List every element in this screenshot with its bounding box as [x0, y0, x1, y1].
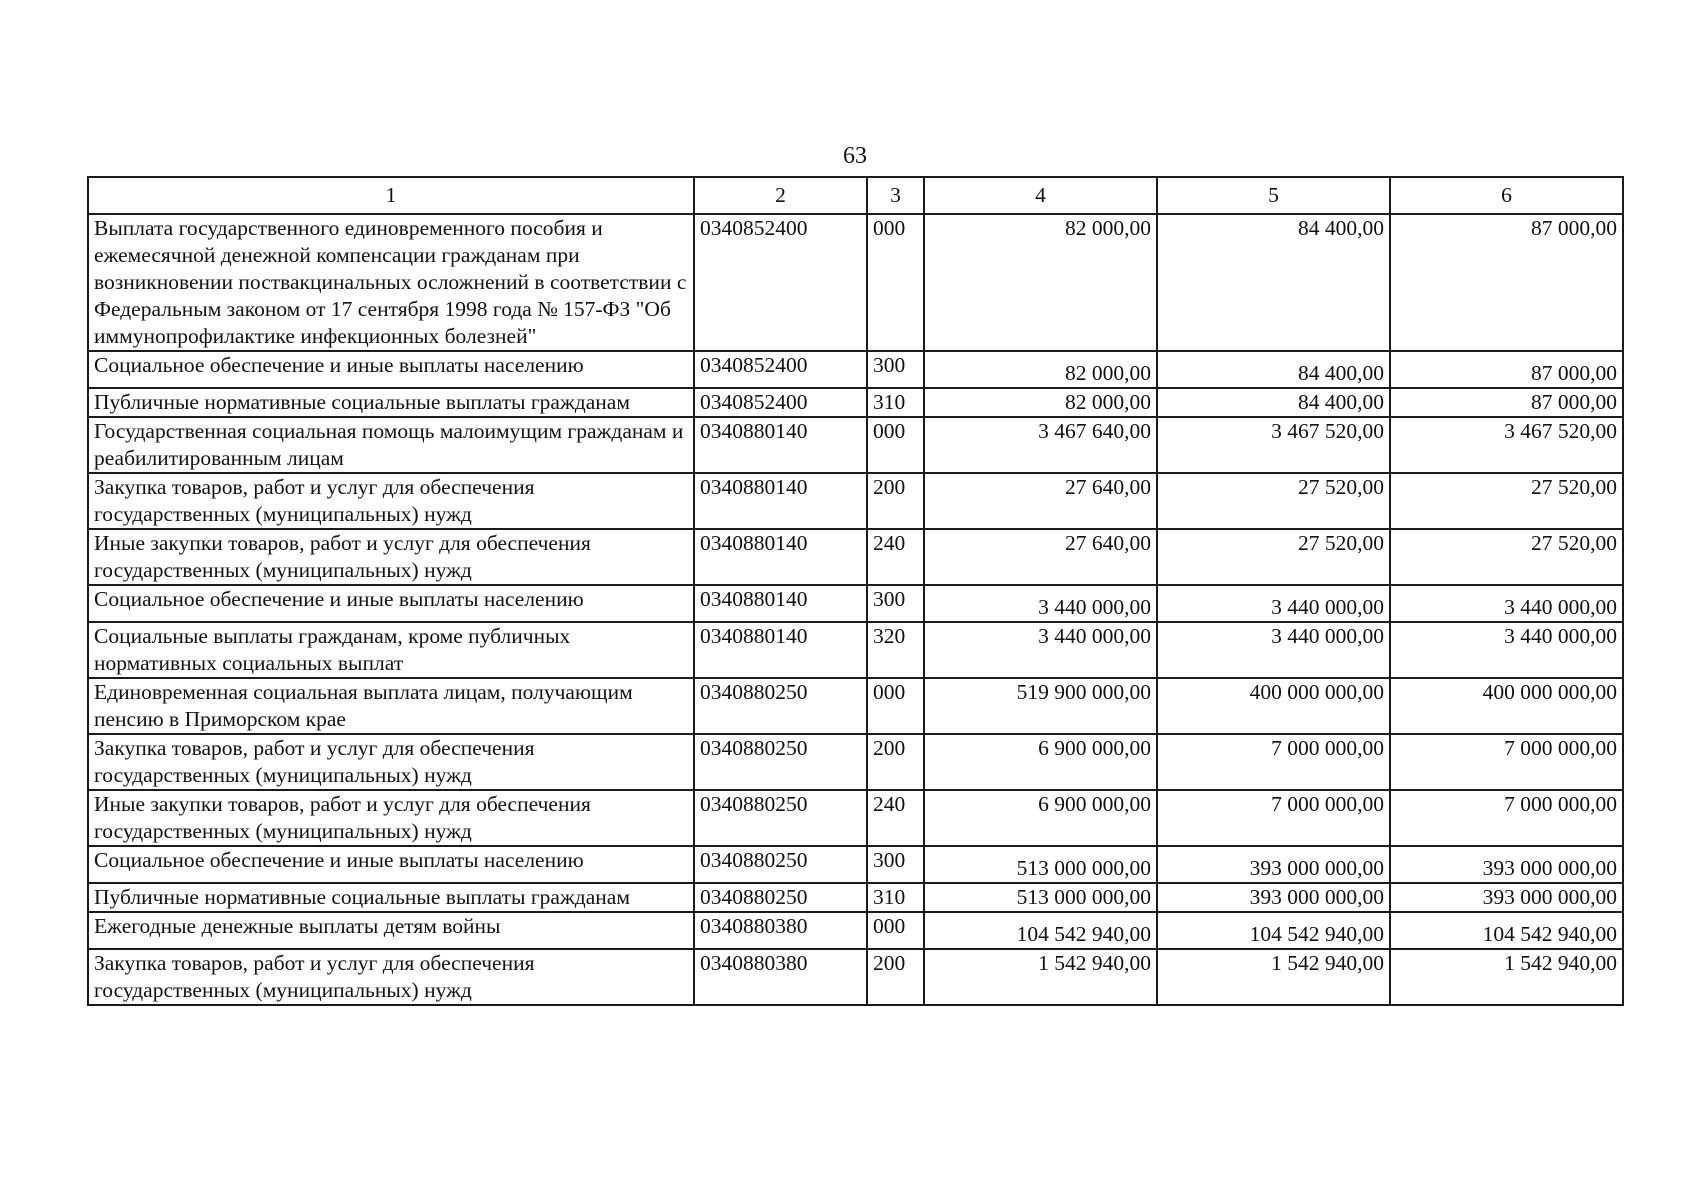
table-row: [88, 351, 1623, 388]
row-value-6: 3 440 000,00: [1390, 622, 1623, 678]
row-code: 0340880140: [694, 585, 867, 622]
row-name: Иные закупки товаров, работ и услуг для обеспечения государственных (муниципальных) нужд: [88, 790, 694, 846]
row-value-6: 104 542 940,00: [1390, 912, 1623, 949]
row-value-5: 104 542 940,00: [1157, 912, 1390, 949]
row-code: 0340880380: [694, 949, 867, 1005]
row-value-5: 27 520,00: [1157, 529, 1390, 585]
row-value-4: 3 440 000,00: [924, 585, 1157, 622]
row-type: 200: [867, 473, 924, 529]
row-value-4: 27 640,00: [924, 473, 1157, 529]
row-value-4: 3 467 640,00: [924, 417, 1157, 473]
row-name: Социальное обеспечение и иные выплаты населению: [88, 846, 694, 883]
row-value-4: 513 000 000,00: [924, 846, 1157, 883]
row-value-6: 1 542 940,00: [1390, 949, 1623, 1005]
row-name: Выплата государственного единовременного пособия и ежемесячной денежной компенсации гражданам при возникновении поствакцинальных осложнений в соответствии с Федеральным законом от 17 сентября 1998 года № 157-ФЗ "Об иммунопрофилактике инфекционных болезней": [88, 214, 694, 351]
table-row: [88, 734, 1623, 790]
table-row: [88, 622, 1623, 678]
row-type: 000: [867, 417, 924, 473]
row-type: 300: [867, 351, 924, 388]
table-row: [88, 883, 1623, 912]
row-code: 0340880140: [694, 529, 867, 585]
row-value-4: 104 542 940,00: [924, 912, 1157, 949]
row-value-5: 27 520,00: [1157, 473, 1390, 529]
row-value-5: 84 400,00: [1157, 351, 1390, 388]
row-name: Закупка товаров, работ и услуг для обеспечения государственных (муниципальных) нужд: [88, 473, 694, 529]
row-value-5: 84 400,00: [1157, 214, 1390, 351]
row-value-4: 513 000 000,00: [924, 883, 1157, 912]
column-header: 5: [1157, 177, 1390, 214]
row-name: Государственная социальная помощь малоимущим гражданам и реабилитированным лицам: [88, 417, 694, 473]
row-code: 0340880250: [694, 790, 867, 846]
column-header: 6: [1390, 177, 1623, 214]
row-value-5: 84 400,00: [1157, 388, 1390, 417]
row-type: 310: [867, 388, 924, 417]
row-type: 000: [867, 214, 924, 351]
header-row: [88, 177, 1623, 214]
row-name: Ежегодные денежные выплаты детям войны: [88, 912, 694, 949]
row-type: 000: [867, 912, 924, 949]
table-row: [88, 912, 1623, 949]
row-type: 200: [867, 734, 924, 790]
row-value-5: 7 000 000,00: [1157, 790, 1390, 846]
table-row: [88, 678, 1623, 734]
row-type: 300: [867, 846, 924, 883]
row-type: 200: [867, 949, 924, 1005]
row-code: 0340852400: [694, 351, 867, 388]
row-value-6: 3 467 520,00: [1390, 417, 1623, 473]
row-name: Иные закупки товаров, работ и услуг для обеспечения государственных (муниципальных) нужд: [88, 529, 694, 585]
row-value-6: 27 520,00: [1390, 473, 1623, 529]
row-value-5: 1 542 940,00: [1157, 949, 1390, 1005]
row-code: 0340880380: [694, 912, 867, 949]
column-header: 3: [867, 177, 924, 214]
table-row: [88, 949, 1623, 1005]
row-value-4: 82 000,00: [924, 388, 1157, 417]
row-code: 0340852400: [694, 388, 867, 417]
row-value-6: 87 000,00: [1390, 214, 1623, 351]
row-code: 0340880140: [694, 417, 867, 473]
row-name: Единовременная социальная выплата лицам, получающим пенсию в Приморском крае: [88, 678, 694, 734]
row-value-5: 3 440 000,00: [1157, 585, 1390, 622]
row-value-4: 519 900 000,00: [924, 678, 1157, 734]
row-code: 0340880250: [694, 678, 867, 734]
row-value-4: 27 640,00: [924, 529, 1157, 585]
row-value-6: 87 000,00: [1390, 388, 1623, 417]
column-header: 4: [924, 177, 1157, 214]
row-code: 0340880250: [694, 883, 867, 912]
row-name: Закупка товаров, работ и услуг для обеспечения государственных (муниципальных) нужд: [88, 734, 694, 790]
row-name: Закупка товаров, работ и услуг для обеспечения государственных (муниципальных) нужд: [88, 949, 694, 1005]
row-value-6: 7 000 000,00: [1390, 734, 1623, 790]
row-name: Социальные выплаты гражданам, кроме публичных нормативных социальных выплат: [88, 622, 694, 678]
page-number: 63: [843, 143, 867, 169]
row-value-6: 7 000 000,00: [1390, 790, 1623, 846]
row-code: 0340880140: [694, 473, 867, 529]
row-value-5: 3 440 000,00: [1157, 622, 1390, 678]
row-type: 240: [867, 529, 924, 585]
row-name: Социальное обеспечение и иные выплаты населению: [88, 351, 694, 388]
table-row: [88, 388, 1623, 417]
row-code: 0340852400: [694, 214, 867, 351]
row-code: 0340880250: [694, 846, 867, 883]
row-value-4: 82 000,00: [924, 214, 1157, 351]
row-value-5: 393 000 000,00: [1157, 883, 1390, 912]
row-value-6: 3 440 000,00: [1390, 585, 1623, 622]
column-header: 2: [694, 177, 867, 214]
column-header: 1: [88, 177, 694, 214]
row-code: 0340880140: [694, 622, 867, 678]
table-row: [88, 473, 1623, 529]
row-type: 000: [867, 678, 924, 734]
row-value-4: 6 900 000,00: [924, 734, 1157, 790]
row-value-4: 82 000,00: [924, 351, 1157, 388]
row-value-6: 400 000 000,00: [1390, 678, 1623, 734]
row-value-6: 27 520,00: [1390, 529, 1623, 585]
budget-table: [87, 176, 1624, 1006]
row-type: 240: [867, 790, 924, 846]
row-value-6: 393 000 000,00: [1390, 883, 1623, 912]
table-row: [88, 585, 1623, 622]
row-name: Социальное обеспечение и иные выплаты населению: [88, 585, 694, 622]
row-value-5: 3 467 520,00: [1157, 417, 1390, 473]
row-name: Публичные нормативные социальные выплаты гражданам: [88, 883, 694, 912]
row-value-4: 3 440 000,00: [924, 622, 1157, 678]
row-value-6: 87 000,00: [1390, 351, 1623, 388]
row-type: 310: [867, 883, 924, 912]
row-value-6: 393 000 000,00: [1390, 846, 1623, 883]
table-row: [88, 417, 1623, 473]
row-type: 320: [867, 622, 924, 678]
row-value-4: 1 542 940,00: [924, 949, 1157, 1005]
row-value-5: 7 000 000,00: [1157, 734, 1390, 790]
row-name: Публичные нормативные социальные выплаты гражданам: [88, 388, 694, 417]
table-row: [88, 529, 1623, 585]
table-row: [88, 846, 1623, 883]
table-row: [88, 214, 1623, 351]
row-value-5: 400 000 000,00: [1157, 678, 1390, 734]
row-code: 0340880250: [694, 734, 867, 790]
row-value-4: 6 900 000,00: [924, 790, 1157, 846]
row-value-5: 393 000 000,00: [1157, 846, 1390, 883]
table-row: [88, 790, 1623, 846]
row-type: 300: [867, 585, 924, 622]
